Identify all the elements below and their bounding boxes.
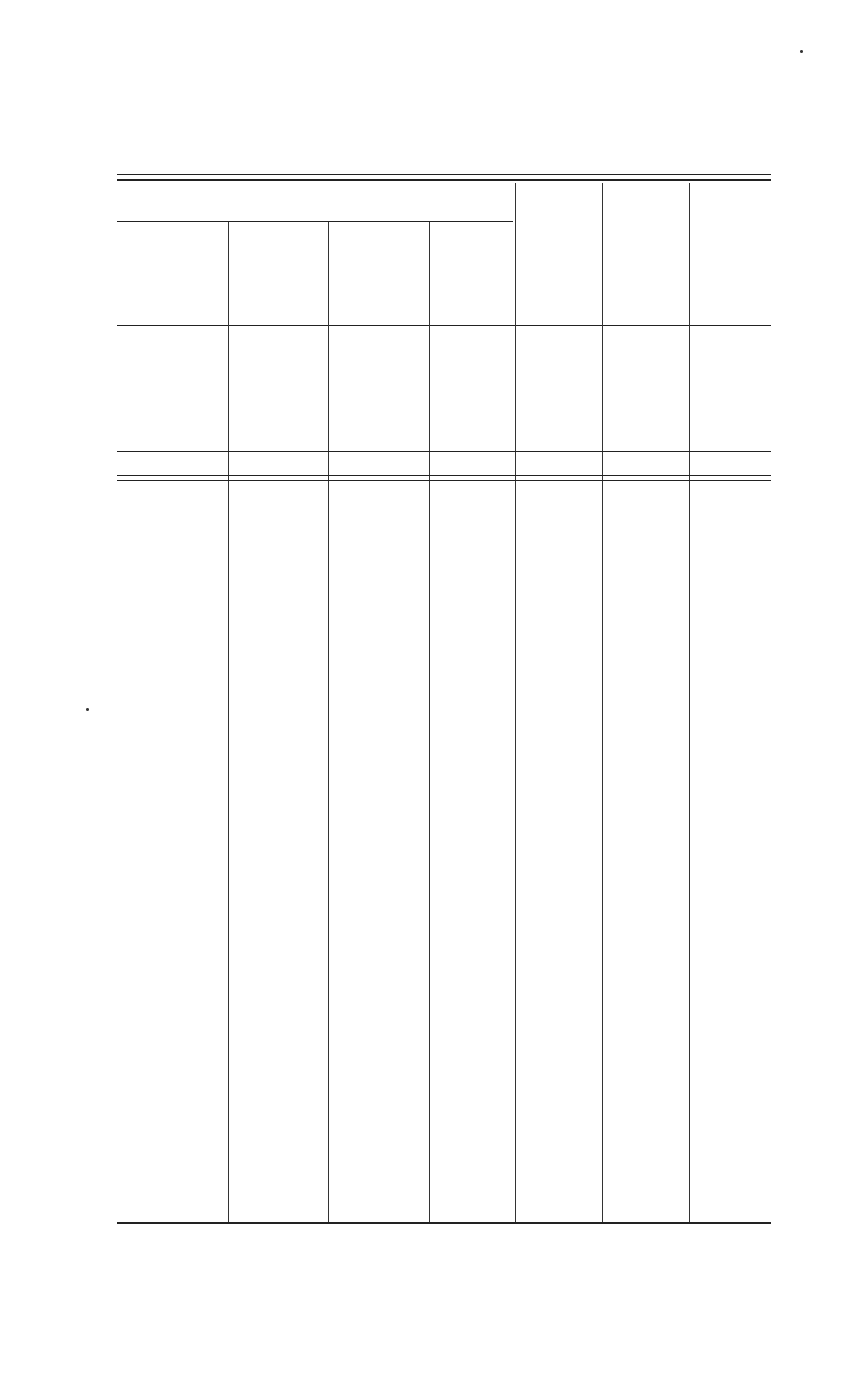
col-line-5: [602, 183, 603, 1222]
totals-top-rule: [117, 451, 771, 452]
page-header: [0, 88, 867, 112]
top-rule: [117, 174, 771, 175]
col-line-6: [689, 183, 690, 1222]
col-line-2: [328, 222, 329, 1222]
col-line-3: [429, 222, 430, 1222]
header-bottom-rule: [117, 325, 771, 326]
totals-bottom-rule: [117, 475, 771, 476]
col-line-1: [228, 222, 229, 1222]
totals-bottom-rule-double: [117, 480, 771, 481]
col-line-4: [515, 183, 516, 1222]
print-speck: [800, 50, 803, 53]
bottom-rule: [117, 1222, 771, 1224]
top-rule-double: [117, 179, 771, 181]
group-underline: [117, 221, 513, 222]
print-speck: [86, 708, 89, 711]
